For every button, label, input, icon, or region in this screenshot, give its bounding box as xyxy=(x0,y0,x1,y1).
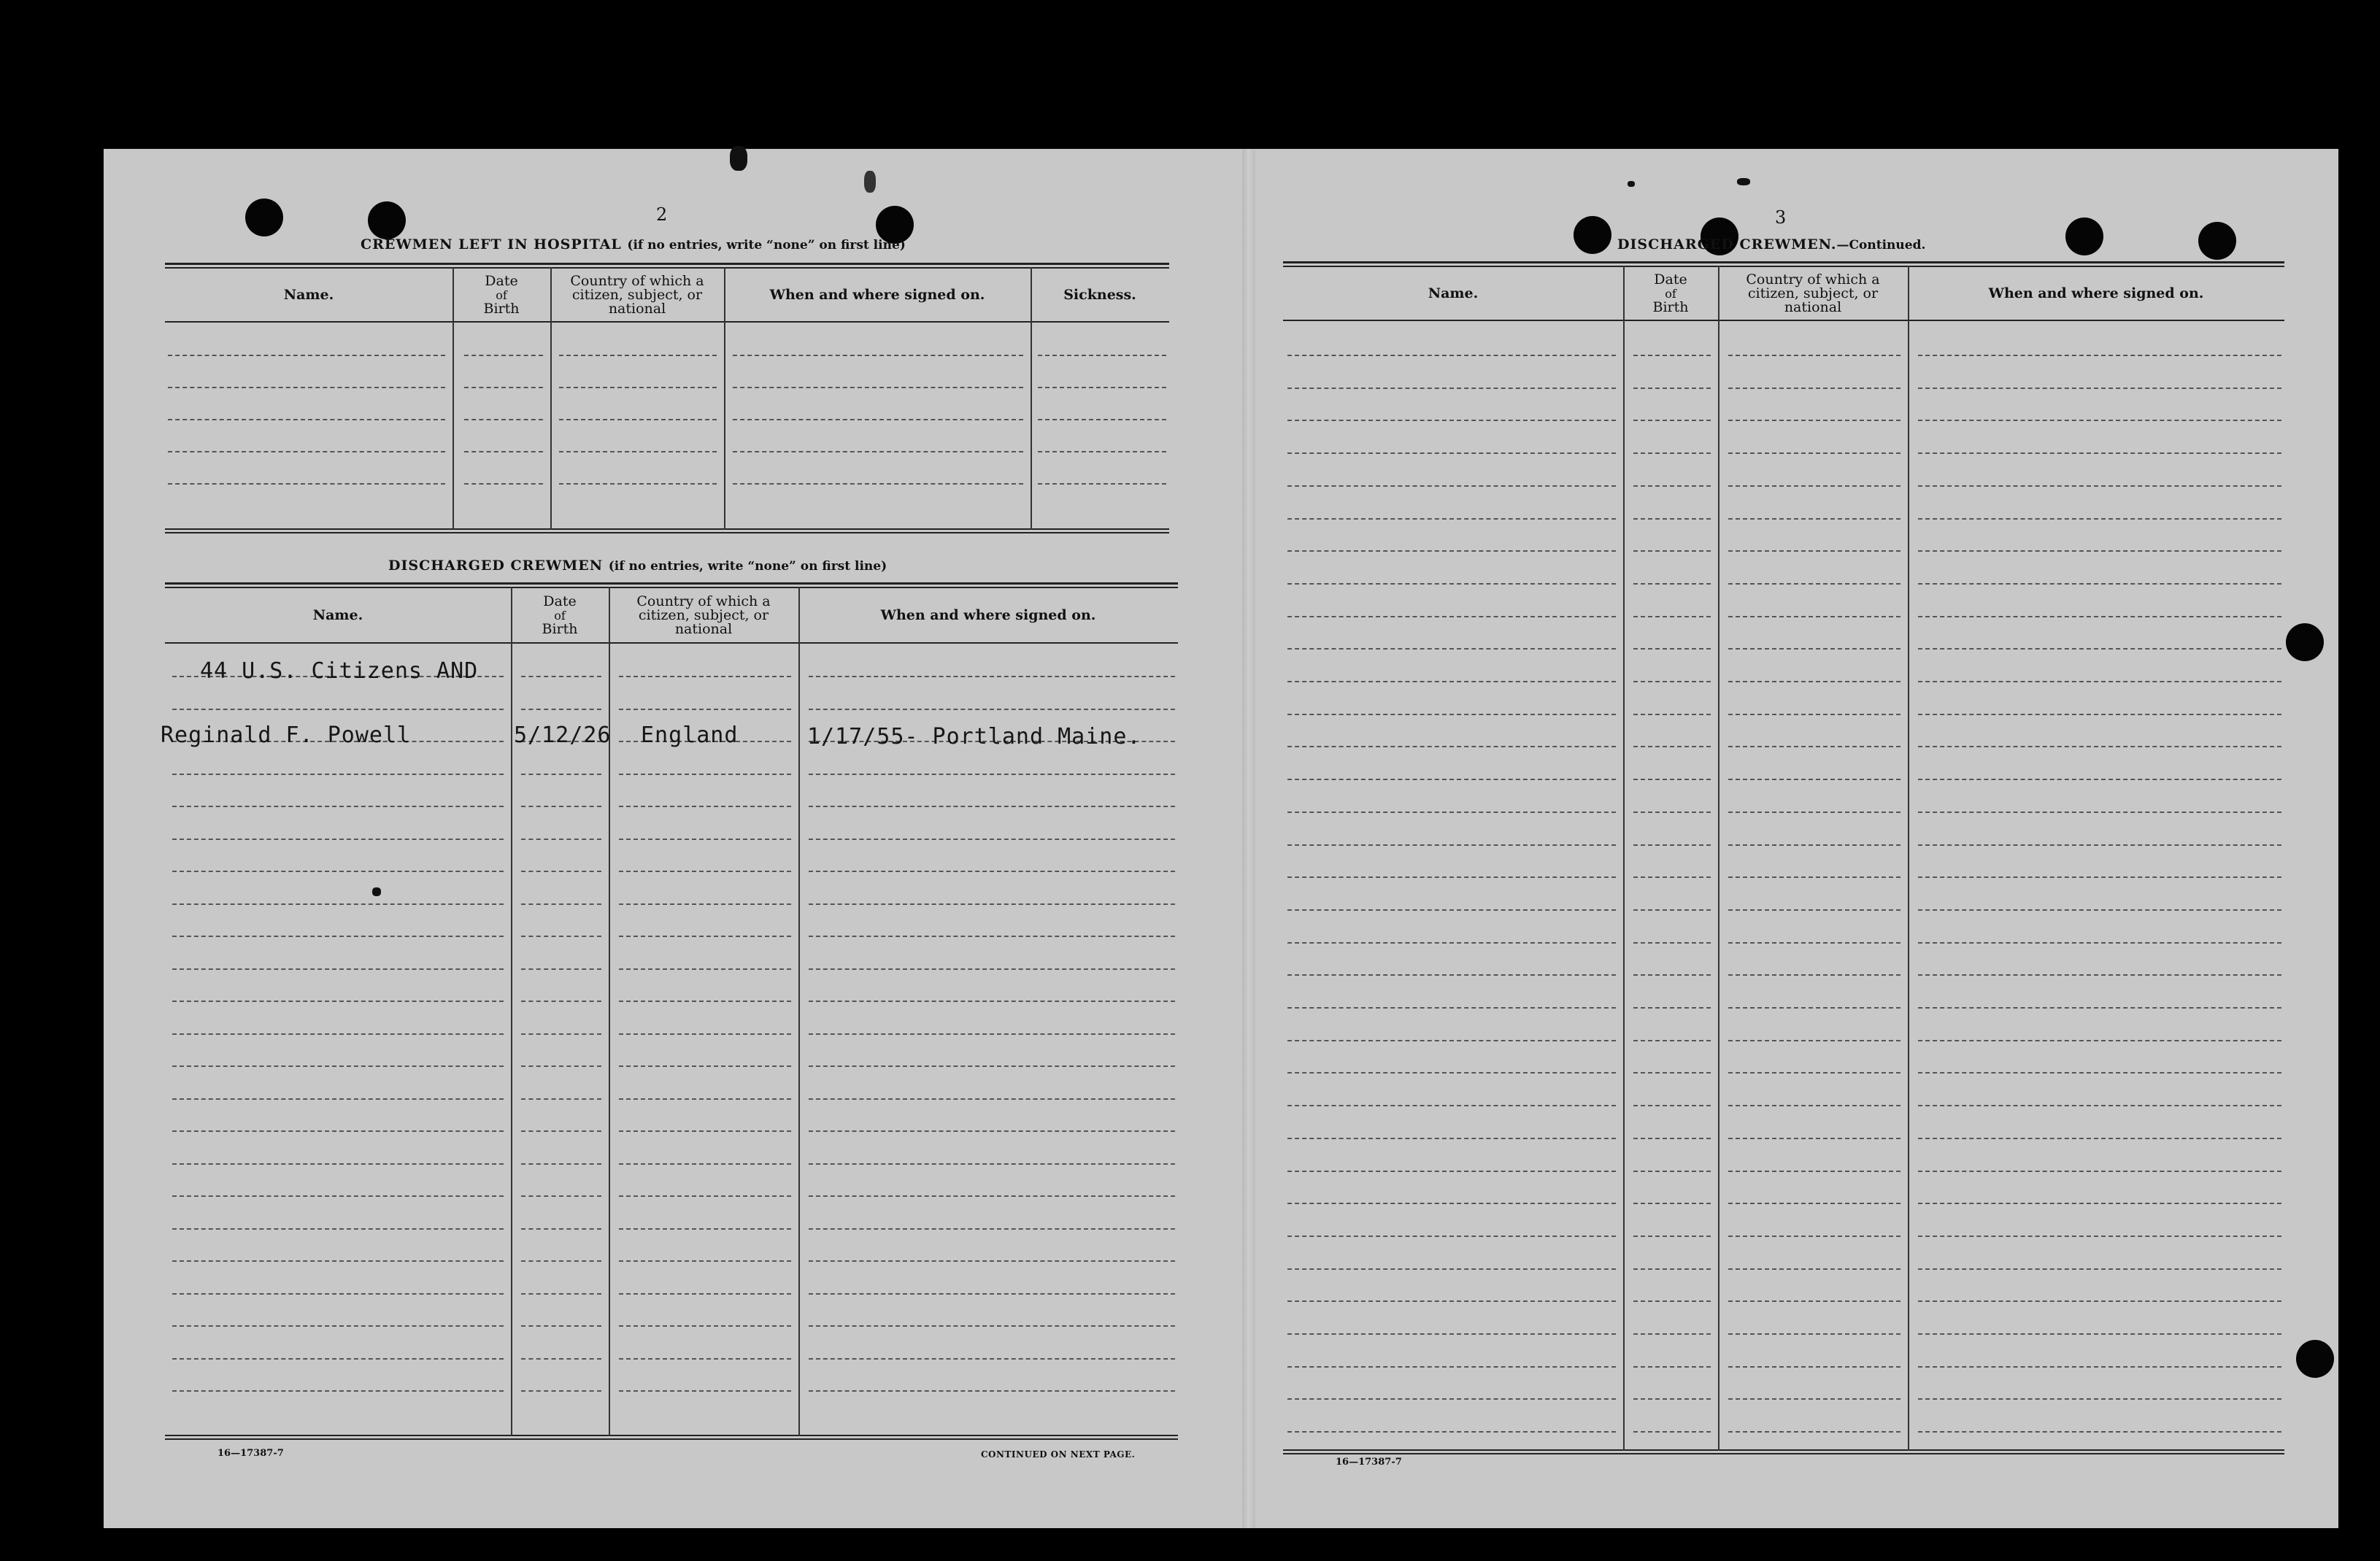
ruled-line xyxy=(1633,942,1711,944)
ruled-line xyxy=(1918,1268,2281,1270)
ruled-line xyxy=(1728,648,1900,650)
ruled-line xyxy=(1918,746,2281,747)
discharged-title-note: (if no entries, write “none” on first line) xyxy=(608,559,887,574)
ruled-line xyxy=(1633,420,1711,421)
ruled-line xyxy=(172,709,504,710)
ruled-line xyxy=(619,1260,791,1262)
ruled-line xyxy=(1918,1333,2281,1335)
ruled-line xyxy=(1287,1366,1616,1368)
ruled-line xyxy=(1728,452,1900,454)
ruled-line xyxy=(1633,681,1711,682)
ruled-line xyxy=(1918,1236,2281,1237)
ruled-line xyxy=(1633,1300,1711,1302)
ruled-line xyxy=(168,355,445,356)
ruled-line xyxy=(1728,876,1900,878)
ruled-line xyxy=(1287,616,1616,617)
ruled-line xyxy=(733,387,1023,388)
ruled-line xyxy=(809,1260,1175,1262)
ruled-line xyxy=(809,1098,1175,1100)
ruled-line xyxy=(1728,1105,1900,1106)
ruled-line xyxy=(619,1001,791,1002)
ruled-line xyxy=(1287,1105,1616,1106)
ruled-line xyxy=(521,1260,601,1262)
ruled-line xyxy=(1633,746,1711,747)
ruled-line xyxy=(172,1325,504,1327)
ink-speck xyxy=(864,171,876,193)
ruled-line xyxy=(521,709,601,710)
discharged-section-title xyxy=(388,558,887,574)
discharged-title-text: DISCHARGED CREWMEN xyxy=(388,558,604,574)
ruled-line xyxy=(1287,420,1616,421)
ruled-line xyxy=(619,871,791,872)
ruled-line xyxy=(1287,1072,1616,1074)
ruled-line xyxy=(619,1293,791,1295)
ruled-line xyxy=(1038,387,1166,388)
ruled-line xyxy=(172,1358,504,1360)
ruled-line xyxy=(172,1260,504,1262)
ruled-line xyxy=(1287,1431,1616,1433)
ruled-line xyxy=(1287,388,1616,389)
col-header-name: Name. xyxy=(1428,285,1479,301)
col-header-country: Country of which a citizen, subject, or national xyxy=(570,272,704,317)
ruled-line xyxy=(1633,779,1711,780)
ruled-line xyxy=(521,1325,601,1327)
ruled-line xyxy=(1633,485,1711,487)
ruled-line xyxy=(1728,714,1900,715)
ruled-line xyxy=(1287,355,1616,356)
ruled-line xyxy=(1918,844,2281,846)
ruled-line xyxy=(1728,1138,1900,1139)
ruled-line xyxy=(1633,1268,1711,1270)
ruled-line xyxy=(464,451,543,452)
ruled-line xyxy=(521,676,601,677)
hospital-title-text: CREWMEN LEFT IN HOSPITAL xyxy=(361,236,622,253)
ruled-line xyxy=(1918,388,2281,389)
ruled-line xyxy=(1633,974,1711,976)
ruled-line xyxy=(809,1001,1175,1002)
ruled-line xyxy=(464,419,543,420)
ruled-line xyxy=(1287,909,1616,911)
ruled-line xyxy=(1633,1072,1711,1074)
ruled-line xyxy=(172,1293,504,1295)
ruled-line xyxy=(809,1033,1175,1035)
ruled-line xyxy=(1918,485,2281,487)
ruled-line xyxy=(1633,909,1711,911)
ruled-line xyxy=(521,839,601,840)
ruled-line xyxy=(1918,1203,2281,1204)
ruled-line xyxy=(809,1065,1175,1067)
ruled-line xyxy=(1918,681,2281,682)
ruled-line xyxy=(172,1163,504,1165)
ruled-line xyxy=(1918,1431,2281,1433)
left-page-number: 2 xyxy=(656,204,668,225)
ink-speck xyxy=(730,146,747,171)
ruled-line xyxy=(1728,1268,1900,1270)
ruled-line xyxy=(1918,616,2281,617)
ruled-line xyxy=(168,483,445,485)
ruled-line xyxy=(521,968,601,970)
ruled-line xyxy=(1287,485,1616,487)
ruled-line xyxy=(1287,1138,1616,1139)
ruled-line xyxy=(619,1358,791,1360)
discharged-table-right xyxy=(1283,261,2284,1462)
ruled-line xyxy=(809,774,1175,775)
ruled-line xyxy=(619,1195,791,1197)
ruled-line xyxy=(1287,1268,1616,1270)
ruled-line xyxy=(1918,1007,2281,1009)
ruled-line xyxy=(809,968,1175,970)
page-fold xyxy=(1242,149,1255,1528)
continued-note: CONTINUED ON NEXT PAGE. xyxy=(981,1449,1136,1460)
ruled-line xyxy=(619,903,791,905)
ruled-line xyxy=(619,774,791,775)
ruled-line xyxy=(1287,1007,1616,1009)
ruled-line xyxy=(1728,1366,1900,1368)
ruled-line xyxy=(1728,1007,1900,1009)
ruled-line xyxy=(1633,1236,1711,1237)
ruled-line xyxy=(1287,681,1616,682)
ruled-line xyxy=(521,1195,601,1197)
ruled-line xyxy=(733,355,1023,356)
ruled-line xyxy=(1633,812,1711,813)
ruled-line xyxy=(1918,974,2281,976)
ruled-line xyxy=(1918,1040,2281,1041)
ruled-line xyxy=(1918,452,2281,454)
ruled-line xyxy=(1728,518,1900,520)
ruled-line xyxy=(1633,1007,1711,1009)
ruled-line xyxy=(1633,452,1711,454)
col-header-dob: Date of Birth xyxy=(1652,271,1689,315)
ruled-line xyxy=(619,968,791,970)
ruled-line xyxy=(1918,812,2281,813)
entry-dob: 5/12/26 xyxy=(514,722,612,748)
ruled-line xyxy=(1728,1040,1900,1041)
form-number: 16—17387-7 xyxy=(1336,1457,1402,1468)
ruled-line xyxy=(1728,1300,1900,1302)
ruled-line xyxy=(1728,974,1900,976)
ruled-line xyxy=(1633,1105,1711,1106)
ruled-line xyxy=(521,806,601,807)
col-header-dob: Date of Birth xyxy=(483,272,520,317)
ruled-line xyxy=(619,1033,791,1035)
ruled-line xyxy=(464,483,543,485)
ruled-line xyxy=(1728,1072,1900,1074)
col-header-sickness: Sickness. xyxy=(1063,286,1136,303)
ruled-line xyxy=(1728,844,1900,846)
ruled-line xyxy=(1918,942,2281,944)
ruled-line xyxy=(619,936,791,937)
ruled-line xyxy=(1633,550,1711,552)
ruled-line xyxy=(1633,1040,1711,1041)
ruled-line xyxy=(619,1390,791,1392)
ruled-line xyxy=(172,1065,504,1067)
ruled-line xyxy=(172,774,504,775)
ruled-line xyxy=(1633,583,1711,585)
ruled-line xyxy=(809,936,1175,937)
ruled-line xyxy=(809,1358,1175,1360)
ruled-line xyxy=(1287,844,1616,846)
ruled-line xyxy=(809,1195,1175,1197)
col-header-signed: When and where signed on. xyxy=(769,286,985,303)
ruled-line xyxy=(619,709,791,710)
ruled-line xyxy=(1918,1105,2281,1106)
ruled-line xyxy=(172,839,504,840)
ruled-line xyxy=(521,1228,601,1230)
ruled-line xyxy=(1728,616,1900,617)
col-header-signed: When and where signed on. xyxy=(1988,285,2204,301)
ruled-line xyxy=(521,936,601,937)
ruled-line xyxy=(1633,616,1711,617)
ruled-line xyxy=(1728,1398,1900,1400)
entry-name: Reginald F. Powell xyxy=(161,722,412,748)
ruled-line xyxy=(521,1098,601,1100)
ruled-line xyxy=(1633,1203,1711,1204)
ruled-line xyxy=(559,355,717,356)
ruled-line xyxy=(1287,714,1616,715)
ruled-line xyxy=(1038,451,1166,452)
col-header-name: Name. xyxy=(312,606,363,623)
ruled-line xyxy=(1918,583,2281,585)
ruled-line xyxy=(1287,942,1616,944)
ruled-line xyxy=(1918,1398,2281,1400)
ruled-line xyxy=(1633,1138,1711,1139)
ruled-line xyxy=(172,936,504,937)
ruled-line xyxy=(1287,518,1616,520)
ruled-line xyxy=(1287,812,1616,813)
hospital-section-title xyxy=(361,236,906,253)
ruled-line xyxy=(1918,779,2281,780)
ruled-line xyxy=(1728,779,1900,780)
ruled-line xyxy=(1728,485,1900,487)
ruled-line xyxy=(1918,648,2281,650)
ruled-line xyxy=(809,1293,1175,1295)
col-header-country: Country of which a citizen, subject, or national xyxy=(636,593,771,637)
ruled-line xyxy=(1633,844,1711,846)
ruled-line xyxy=(1287,1040,1616,1041)
ruled-line xyxy=(1728,681,1900,682)
ruled-line xyxy=(619,1228,791,1230)
ruled-line xyxy=(521,1001,601,1002)
punch-hole xyxy=(368,201,406,239)
ruled-line xyxy=(1918,714,2281,715)
ruled-line xyxy=(1287,550,1616,552)
ruled-line xyxy=(1918,1171,2281,1172)
ruled-line xyxy=(619,1325,791,1327)
punch-hole xyxy=(2296,1340,2334,1378)
ruled-line xyxy=(172,1033,504,1035)
ruled-line xyxy=(521,1390,601,1392)
ruled-line xyxy=(809,1390,1175,1392)
ruled-line xyxy=(1918,1300,2281,1302)
ruled-line xyxy=(168,451,445,452)
ruled-line xyxy=(809,1163,1175,1165)
ruled-line xyxy=(1633,648,1711,650)
ruled-line xyxy=(619,839,791,840)
ruled-line xyxy=(1633,1171,1711,1172)
punch-hole xyxy=(2198,222,2236,260)
ruled-line xyxy=(172,1390,504,1392)
ruled-line xyxy=(1728,746,1900,747)
ruled-line xyxy=(619,1130,791,1132)
ruled-line xyxy=(809,903,1175,905)
col-header-country: Country of which a citizen, subject, or national xyxy=(1746,271,1880,315)
ruled-line xyxy=(619,676,791,677)
ruled-line xyxy=(1633,355,1711,356)
ruled-line xyxy=(521,1033,601,1035)
ruled-line xyxy=(464,387,543,388)
ruled-line xyxy=(1287,876,1616,878)
ruled-line xyxy=(1728,1333,1900,1335)
punch-hole xyxy=(245,199,283,236)
ruled-line xyxy=(809,1325,1175,1327)
ruled-line xyxy=(1287,1171,1616,1172)
ruled-line xyxy=(1287,974,1616,976)
col-header-dob: Date of Birth xyxy=(542,593,578,637)
ruled-line xyxy=(809,676,1175,677)
ruled-line xyxy=(1633,1366,1711,1368)
ruled-line xyxy=(559,451,717,452)
ruled-line xyxy=(1038,419,1166,420)
ruled-line xyxy=(1918,518,2281,520)
ruled-line xyxy=(559,419,717,420)
ruled-line xyxy=(1633,518,1711,520)
ink-speck xyxy=(1628,181,1635,187)
ruled-line xyxy=(809,1130,1175,1132)
punch-hole xyxy=(1574,216,1611,254)
ruled-line xyxy=(521,871,601,872)
entry-country: England xyxy=(641,722,739,748)
ruled-line xyxy=(1287,1203,1616,1204)
ruled-line xyxy=(172,1001,504,1002)
col-header-signed: When and where signed on. xyxy=(880,606,1096,623)
ruled-line xyxy=(619,1163,791,1165)
ruled-line xyxy=(809,709,1175,710)
ruled-line xyxy=(1287,583,1616,585)
ruled-line xyxy=(1038,483,1166,485)
ruled-line xyxy=(1287,1300,1616,1302)
ruled-line xyxy=(172,1098,504,1100)
punch-hole xyxy=(2065,217,2103,255)
ruled-line xyxy=(168,419,445,420)
ruled-line xyxy=(521,903,601,905)
ruled-line xyxy=(619,806,791,807)
punch-hole xyxy=(2286,623,2324,661)
ruled-line xyxy=(1728,420,1900,421)
ruled-line xyxy=(172,903,504,905)
ruled-line xyxy=(521,774,601,775)
ruled-line xyxy=(172,968,504,970)
ruled-line xyxy=(1287,648,1616,650)
ruled-line xyxy=(1918,550,2281,552)
ruled-line xyxy=(1287,452,1616,454)
hospital-title-note: (if no entries, write “none” on first line) xyxy=(627,238,906,253)
ruled-line xyxy=(1728,909,1900,911)
ruled-line xyxy=(1728,942,1900,944)
ruled-line xyxy=(521,1065,601,1067)
ruled-line xyxy=(1633,1398,1711,1400)
ruled-line xyxy=(1728,1431,1900,1433)
ruled-line xyxy=(733,483,1023,485)
ruled-line xyxy=(1918,1072,2281,1074)
entry-signed: 1/17/55- Portland Maine. xyxy=(807,724,1141,749)
ruled-line xyxy=(733,451,1023,452)
ruled-line xyxy=(1918,420,2281,421)
ruled-line xyxy=(172,806,504,807)
ruled-line xyxy=(521,1358,601,1360)
ruled-line xyxy=(733,419,1023,420)
right-section-title xyxy=(1617,236,1925,253)
ruled-line xyxy=(559,483,717,485)
ruled-line xyxy=(1918,1366,2281,1368)
discharged-table-left xyxy=(161,582,1178,1458)
ruled-line xyxy=(521,1293,601,1295)
ink-speck xyxy=(1737,178,1750,185)
ruled-line xyxy=(464,355,543,356)
ruled-line xyxy=(1918,355,2281,356)
ruled-line xyxy=(1728,583,1900,585)
ruled-line xyxy=(1038,355,1166,356)
ruled-line xyxy=(1728,812,1900,813)
ruled-line xyxy=(172,1195,504,1197)
ruled-line xyxy=(809,1228,1175,1230)
ruled-line xyxy=(809,806,1175,807)
ruled-line xyxy=(1918,876,2281,878)
ruled-line xyxy=(559,387,717,388)
ruled-line xyxy=(1633,1333,1711,1335)
ruled-line xyxy=(1287,1333,1616,1335)
ruled-line xyxy=(1728,388,1900,389)
form-number: 16—17387-7 xyxy=(217,1448,284,1459)
ruled-line xyxy=(809,871,1175,872)
ruled-line xyxy=(168,387,445,388)
ruled-line xyxy=(1728,1203,1900,1204)
ruled-line xyxy=(1287,746,1616,747)
ruled-line xyxy=(619,1098,791,1100)
right-title-text: DISCHARGED CREWMEN. xyxy=(1617,236,1837,253)
ruled-line xyxy=(521,1130,601,1132)
ruled-line xyxy=(1918,909,2281,911)
col-header-name: Name. xyxy=(283,286,334,303)
ruled-line xyxy=(1728,1171,1900,1172)
ruled-line xyxy=(1287,1398,1616,1400)
ruled-line xyxy=(1633,388,1711,389)
ruled-line xyxy=(1633,714,1711,715)
ruled-line xyxy=(1728,355,1900,356)
ruled-line xyxy=(1728,1236,1900,1237)
entry-name: 44 U.S. Citizens AND xyxy=(200,658,479,684)
ruled-line xyxy=(172,1130,504,1132)
ruled-line xyxy=(1287,1236,1616,1237)
ruled-line xyxy=(172,1228,504,1230)
ruled-line xyxy=(1918,1138,2281,1139)
ruled-line xyxy=(1633,876,1711,878)
right-title-suffix: —Continued. xyxy=(1836,238,1926,253)
ruled-line xyxy=(1728,550,1900,552)
ruled-line xyxy=(1287,779,1616,780)
document-sheet xyxy=(104,149,2338,1528)
ruled-line xyxy=(619,1065,791,1067)
ruled-line xyxy=(521,1163,601,1165)
ruled-line xyxy=(809,839,1175,840)
right-page-number: 3 xyxy=(1775,207,1787,228)
ruled-line xyxy=(172,871,504,872)
ruled-line xyxy=(1633,1431,1711,1433)
